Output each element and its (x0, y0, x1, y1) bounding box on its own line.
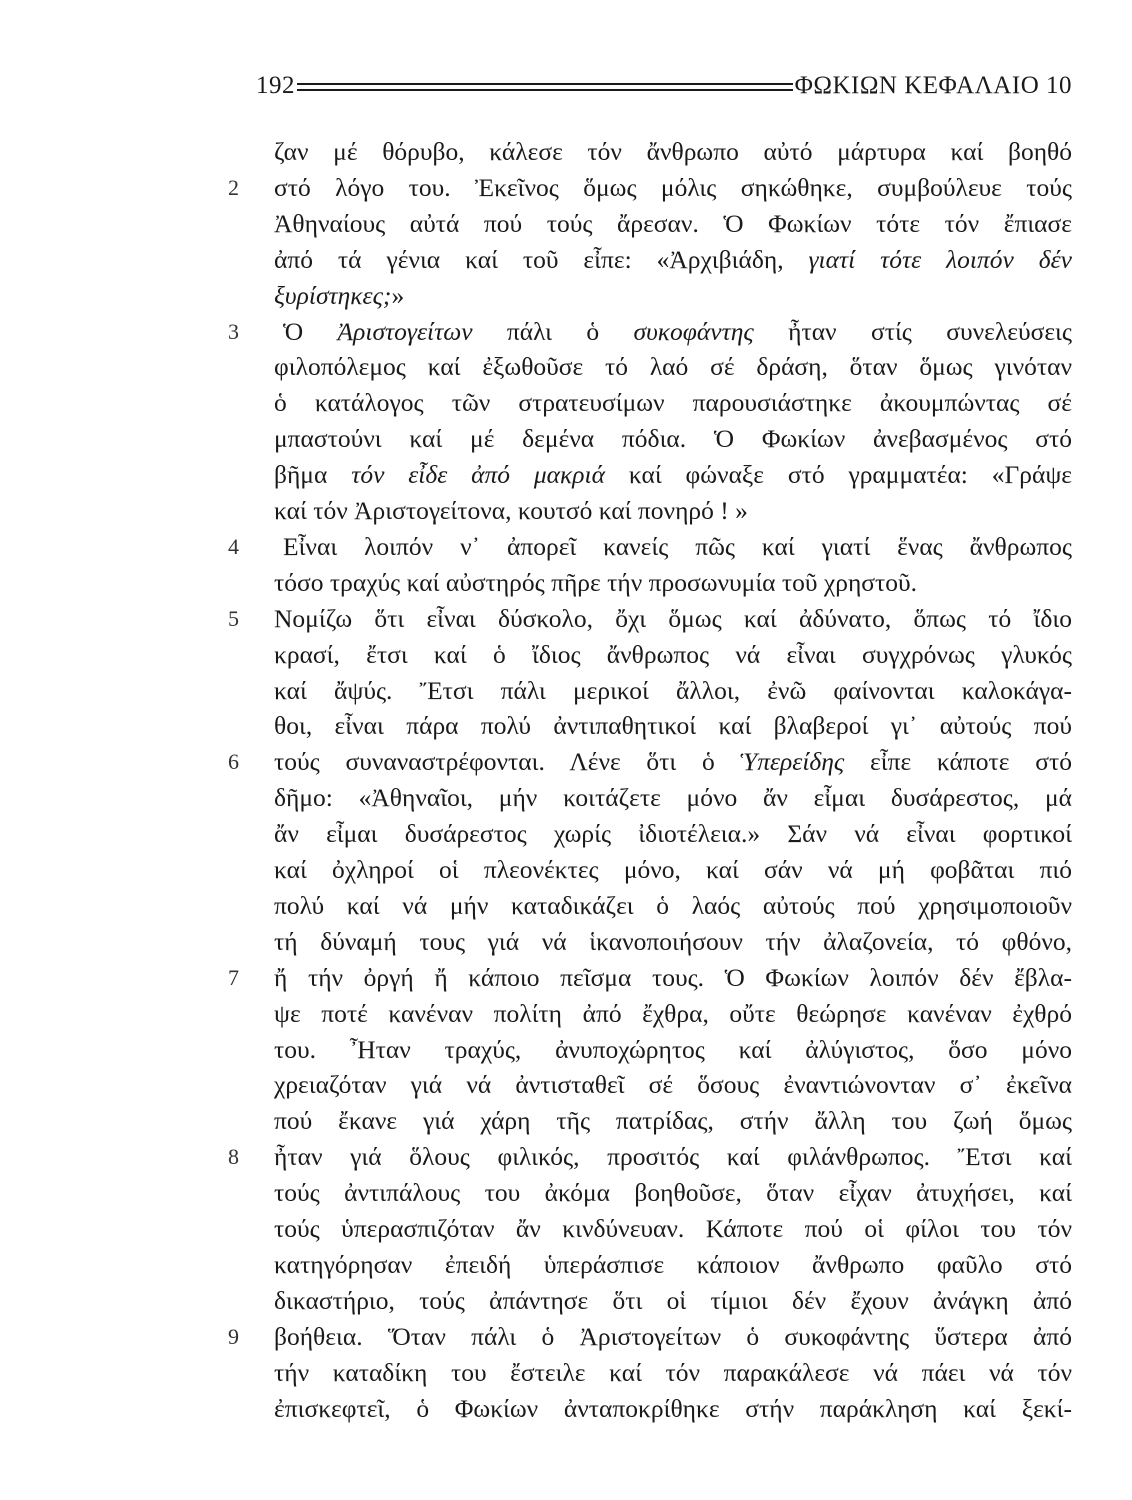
text-line (274, 170, 1072, 206)
text-span: καί ὀχληροί οἱ πλεονέκτες μόνο, καί σάν νά μή φοβᾶται πιό (274, 855, 1072, 884)
text-span: Ἀθηναίους αὐτά πού τούς ἄρεσαν. Ὁ Φωκίων τότε τόν ἔπιασε (274, 208, 1072, 238)
text-line (274, 1391, 1072, 1427)
text-line (274, 1247, 1072, 1283)
text-span: καί τόν Ἀριστογείτονα, κουτσό καί πονηρό ! » (274, 496, 748, 525)
text-span: ὁ κατάλογος τῶν στρατευσίμων παρουσιάστηκε ἀκουμπώντας σέ (274, 388, 1072, 418)
text-span: βοήθεια. Ὅταν πάλι ὁ Ἀριστογείτων ὁ συκοφάντης ὕστερα ἀπό (274, 1321, 1072, 1351)
text-span: τόσο τραχύς καί αὐστηρός πῆρε τήν προσωνυμία τοῦ χρηστοῦ. (274, 567, 918, 597)
text-line (274, 924, 1072, 960)
text-span: κρασί, ἔτσι καί ὁ ἴδιος ἄνθρωπος νά εἶναι συγχρόνως γλυκός (274, 639, 1072, 669)
text-line (274, 960, 1072, 996)
text-line (274, 206, 1072, 242)
text-line (274, 708, 1072, 744)
margin-section-number: 8 (228, 1144, 239, 1170)
text-span: χρειαζόταν γιά νά ἀντισταθεῖ σέ ὅσους ἐναντιώνονταν σ᾽ ἐκεῖνα (274, 1070, 1072, 1100)
margin-section-number: 4 (228, 533, 239, 559)
text-line (274, 673, 1072, 709)
text-span: μπαστούνι καί μέ δεμένα πόδια. Ὁ Φωκίων ἀνεβασμένος στό (274, 424, 1072, 454)
text-line (274, 780, 1072, 816)
text-line (274, 457, 1072, 493)
italic-span: συκοφάντης (633, 316, 754, 346)
text-line (274, 637, 1072, 673)
text-line (274, 601, 1072, 637)
text-span: τούς συναναστρέφονται. Λένε ὅτι ὁ (274, 747, 741, 777)
text-line (274, 1211, 1072, 1247)
text-span: δῆμο: «Ἀθηναῖοι, μήν κοιτάζετε μόνο ἄν εἶμαι δυσάρεστος, μά (274, 783, 1072, 813)
text-span: ζαν μέ θόρυβο, κάλεσε τόν ἄνθρωπο αὐτό μάρτυρα καί βοηθό (274, 137, 1072, 166)
margin-section-number: 6 (228, 749, 239, 775)
text-span: τούς ὑπερασπιζόταν ἄν κινδύνευαν. Κάποτε πού οἱ φίλοι του τόν (274, 1214, 1072, 1243)
text-line (274, 744, 1072, 780)
text-line (274, 1103, 1072, 1139)
text-line (274, 1355, 1072, 1391)
text-span: βῆμα (274, 460, 352, 490)
margin-section-number: 2 (228, 174, 239, 200)
italic-span: τόν εἶδε ἀπό μακριά (351, 460, 605, 490)
text-line (274, 493, 1072, 529)
text-span: θοι, εἶναι πάρα πολύ ἀντιπαθητικοί καί βλαβεροί γι᾽ αὐτούς πού (274, 711, 1072, 741)
text-span: καί φώναξε στό γραμματέα: «Γράψε (605, 460, 1072, 490)
text-line (274, 242, 1072, 278)
text-span: τή δύναμή τους γιά νά ἱκανοποιήσουν τήν ἀλαζονεία, τό φθόνο, (274, 926, 1072, 956)
italic-span: ξυρίστηκες; (274, 280, 392, 310)
text-span: του. Ἦταν τραχύς, ἀνυποχώρητος καί ἀλύγιστος, ὅσο μόνο (274, 1034, 1072, 1064)
text-line (274, 385, 1072, 421)
italic-span: Ἀριστογείτων (337, 316, 473, 346)
text-line (274, 852, 1072, 888)
text-line (274, 421, 1072, 457)
running-title: ΦΩΚΙΩΝ ΚΕΦΑΛΑΙΟ 10 (794, 72, 1072, 99)
text-line (274, 278, 1072, 314)
text-span: ἦταν γιά ὅλους φιλικός, προσιτός καί φιλάνθρωπος. Ἔτσι καί (274, 1142, 1072, 1172)
text-span: ψε ποτέ κανέναν πολίτη ἀπό ἔχθρα, οὔτε θεώρησε κανέναν ἐχθρό (274, 998, 1072, 1028)
text-line (274, 1319, 1072, 1355)
text-span: εἶπε κάποτε στό (844, 747, 1072, 777)
text-span: Νομίζω ὅτι εἶναι δύσκολο, ὄχι ὅμως καί ἀδύνατο, ὅπως τό ἴδιο (274, 603, 1072, 633)
text-span: τούς ἀντιπάλους του ἀκόμα βοηθοῦσε, ὅταν εἶχαν ἀτυχήσει, καί (274, 1178, 1072, 1208)
text-line (274, 996, 1072, 1032)
margin-section-number: 5 (228, 605, 239, 631)
text-span: ἤ τήν ὀργή ἤ κάποιο πεῖσμα τους. Ὁ Φωκίων λοιπόν δέν ἔβλα- (274, 962, 1072, 992)
text-span: πολύ καί νά μήν καταδικάζει ὁ λαός αὐτούς πού χρησιμοποιοῦν (274, 890, 1072, 920)
text-span: καί ἄψύς. Ἔτσι πάλι μερικοί ἄλλοι, ἐνῶ φαίνονται καλοκάγα- (274, 675, 1072, 705)
italic-span: Ὑπερείδης (740, 747, 845, 777)
text-line (283, 314, 1072, 350)
text-line (274, 1283, 1072, 1319)
margin-section-number: 3 (228, 318, 239, 344)
text-span: ἄν εἶμαι δυσάρεστος χωρίς ἰδιοτέλεια.» Σάν νά εἶναι φορτικοί (274, 819, 1072, 849)
text-line (274, 816, 1072, 852)
margin-section-number: 9 (228, 1323, 239, 1349)
text-line (274, 1067, 1072, 1103)
text-line (274, 349, 1072, 385)
text-span: ἦταν στίς συνελεύσεις (753, 316, 1072, 346)
text-line (274, 134, 1072, 170)
text-line (274, 565, 1072, 601)
text-span: ἐπισκεφτεῖ, ὁ Φωκίων ἀνταποκρίθηκε στήν παράκληση καί ξεκί- (274, 1393, 1072, 1423)
italic-span: γιατί τότε λοιπόν δέν (808, 244, 1072, 274)
text-span: ἀπό τά γένια καί τοῦ εἶπε: «Ἀρχιβιάδη, (274, 244, 809, 274)
text-span: » (391, 280, 405, 310)
page-number: 192 (256, 72, 295, 99)
text-span: Εἶναι λοιπόν ν᾽ ἀπορεῖ κανείς πῶς καί γιατί ἕνας ἄνθρωπος (283, 531, 1072, 561)
text-span: πάλι ὁ (472, 316, 634, 346)
text-line (274, 888, 1072, 924)
text-line (274, 1139, 1072, 1175)
text-span: στό λόγο του. Ἐκεῖνος ὅμως μόλις σηκώθηκε, συμβούλευε τούς (274, 172, 1072, 202)
text-line (274, 1175, 1072, 1211)
text-span: πού ἔκανε γιά χάρη τῆς πατρίδας, στήν ἄλλη του ζωή ὅμως (274, 1106, 1072, 1136)
text-span: Ὁ (283, 316, 338, 346)
text-span: φιλοπόλεμος καί ἐξωθοῦσε τό λαό σέ δράση, ὅταν ὅμως γινόταν (274, 352, 1072, 382)
text-span: κατηγόρησαν ἐπειδή ὑπεράσπισε κάποιον ἄνθρωπο φαῦλο στό (274, 1249, 1072, 1279)
text-line (274, 1032, 1072, 1068)
text-span: δικαστήριο, τούς ἀπάντησε ὅτι οἱ τίμιοι δέν ἔχουν ἀνάγκη ἀπό (274, 1285, 1072, 1315)
margin-section-number: 7 (228, 964, 239, 990)
text-line (283, 529, 1072, 565)
text-span: τήν καταδίκη του ἔστειλε καί τόν παρακάλεσε νά πάει νά τόν (274, 1357, 1072, 1387)
